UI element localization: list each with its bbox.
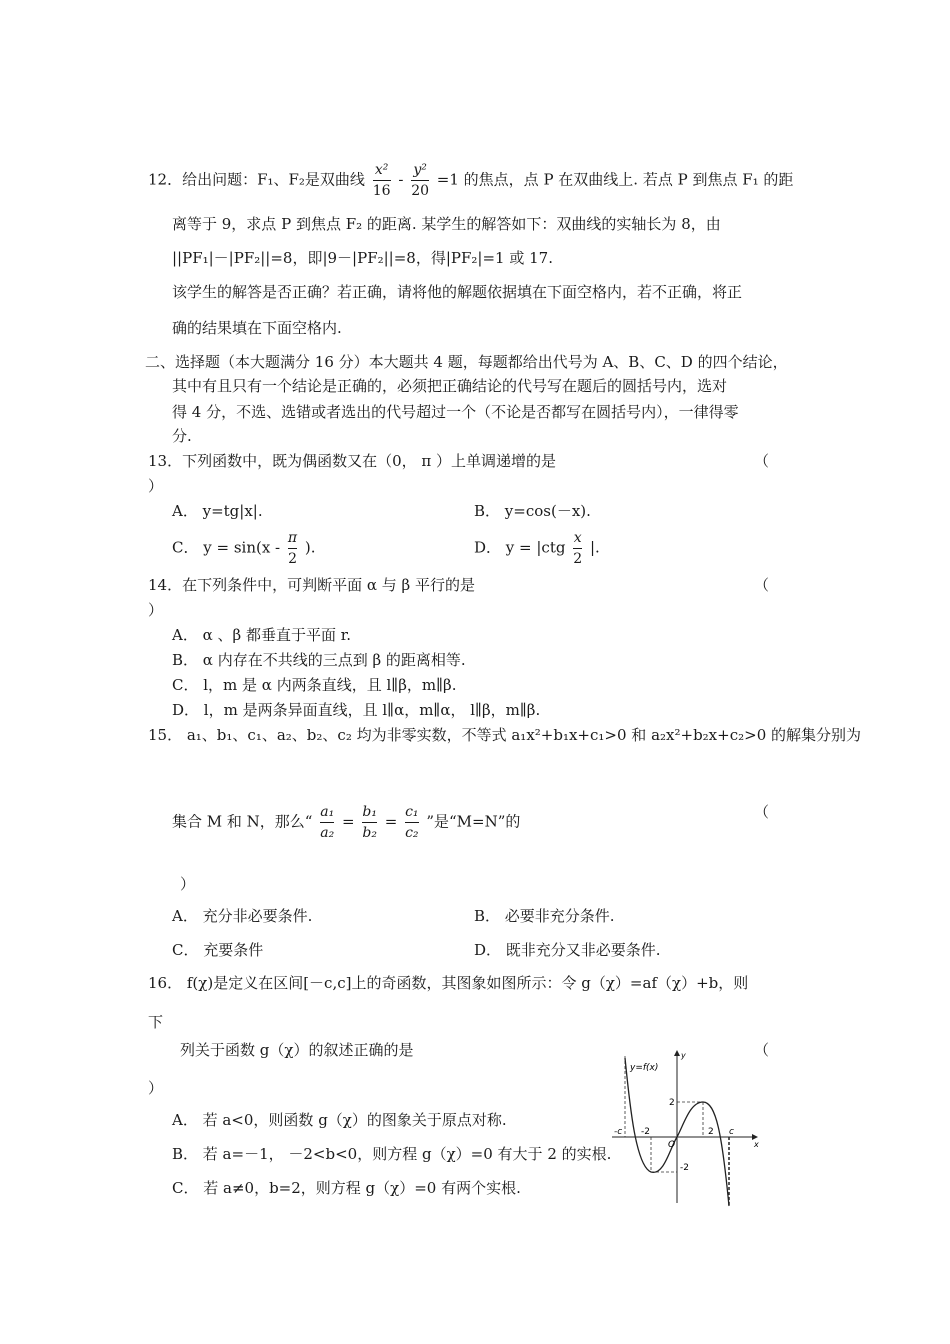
q16-option-b: B． 若 a=－1， －2<b<0，则方程 g（χ）=0 有大于 2 的实根. — [172, 1145, 612, 1163]
q15-option-d: D． 既非充分又非必要条件. — [474, 941, 661, 959]
graph-tick-negc: -c — [614, 1127, 623, 1137]
sec2-line4: 分. — [172, 427, 192, 445]
q12-line3: ||PF₁|－|PF₂||=8，即|9－|PF₂||=8，得|PF₂|=1 或 17. — [172, 249, 553, 267]
q13-paren-close: ） — [148, 477, 164, 495]
y-axis-arrow — [674, 1050, 680, 1056]
q15-option-b: B． 必要非充分条件. — [474, 907, 615, 925]
q14-option-b: B． α 内存在不共线的三点到 β 的距离相等. — [172, 651, 466, 669]
q13-option-d — [474, 528, 600, 569]
q16-stem: 16． f(χ)是定义在区间[－c,c]上的奇函数，其图象如图所示：令 g（χ）=af（χ）+b，则 — [148, 974, 749, 992]
q15-stem: 15． a₁、b₁、c₁、a₂、b₂、c₂ 均为非零实数，不等式 a₁x²+b₁x+c₁>0 和 a₂x²+b₂x+c₂>0 的解集分别为 — [148, 726, 862, 744]
q12-line4: 该学生的解答是否正确？若正确，请将他的解题依据填在下面空格内，若不正确，将正 — [172, 283, 743, 301]
q15-frac-a-num: a₁ — [320, 802, 334, 823]
q12-line1 — [148, 160, 793, 201]
q12-frac-x-den: 16 — [372, 183, 391, 199]
q12-line2: 离等于 9，求点 P 到焦点 F₂ 的距离. 某学生的解答如下：双曲线的实轴长为 8，由 — [172, 215, 721, 233]
q13-option-d-post: |. — [589, 538, 600, 557]
q15-frac-c — [405, 802, 418, 843]
q15-eq-1: = — [342, 812, 355, 831]
q15-option-c: C． 充要条件 — [172, 941, 264, 959]
q15-frac-b — [362, 802, 377, 843]
q16-line3: 列关于函数 g（χ）的叙述正确的是 — [180, 1041, 414, 1059]
graph-tick-c: c — [729, 1127, 734, 1137]
q14-option-a: A． α 、β 都垂直于平面 r. — [172, 626, 351, 644]
q13-option-c-pre: C． y = sin(x - — [172, 538, 281, 557]
q12-line1-pre: 12．给出问题：F₁、F₂是双曲线 — [148, 170, 365, 189]
q14-paren-open: （ — [754, 576, 770, 594]
q14-option-c: C． l，m 是 α 内两条直线，且 l∥β，m∥β. — [172, 676, 457, 694]
graph-tick-2x: 2 — [708, 1127, 714, 1137]
q12-frac-y-num: y² — [411, 160, 429, 181]
q15-option-a: A． 充分非必要条件. — [172, 907, 313, 925]
sec2-line2: 其中有且只有一个结论是正确的，必须把正确结论的代号写在题后的圆括号内，选对 — [172, 377, 728, 395]
sec2-line1: 二、选择题（本大题满分 16 分）本大题共 4 题，每题都给出代号为 A、B、C、D 的四个结论， — [145, 353, 788, 371]
graph-tick-neg2x: -2 — [641, 1127, 650, 1137]
graph-tick-2y: 2 — [669, 1098, 675, 1108]
q13-stem: 13．下列函数中，既为偶函数又在（0， π ）上单调递增的是 — [148, 452, 557, 470]
q13-option-b: B． y=cos(－x). — [474, 502, 591, 520]
q12-minus: - — [398, 170, 404, 189]
q12-line5: 确的结果填在下面空格内. — [172, 319, 342, 337]
graph-x-label: x — [754, 1140, 759, 1149]
q12-frac-y-den: 20 — [411, 183, 430, 199]
q16-line2: 下 — [148, 1013, 164, 1031]
q16-option-a: A． 若 a<0，则函数 g（χ）的图象关于原点对称. — [172, 1111, 507, 1129]
q13-option-d-pre: D． y = |ctg — [474, 538, 566, 557]
q15-frac-a — [320, 802, 334, 843]
q15-paren-close: ） — [180, 875, 196, 893]
q15-line2-pre: 集合 M 和 N，那么“ — [172, 812, 313, 831]
graph-origin-label: O — [668, 1140, 676, 1150]
q15-paren-open: （ — [754, 803, 770, 821]
q16-option-c: C． 若 a≠0，b=2，则方程 g（χ）=0 有两个实根. — [172, 1179, 521, 1197]
graph-y-label: y — [681, 1051, 686, 1060]
q15-frac-c-num: c₁ — [405, 802, 418, 823]
q16-paren-open: （ — [754, 1041, 770, 1059]
q13-option-c-post: ). — [304, 538, 316, 557]
q15-frac-b-den: b₂ — [362, 825, 377, 841]
q15-frac-a-den: a₂ — [320, 825, 335, 841]
q12-frac-x-num: x² — [373, 160, 391, 181]
q12-fraction-x — [373, 160, 391, 201]
q14-paren-close: ） — [148, 601, 164, 619]
q13-c-frac-num: π — [288, 528, 297, 549]
q15-frac-b-num: b₁ — [362, 802, 377, 823]
q13-d-frac-den: 2 — [573, 551, 583, 567]
q12-fraction-y — [411, 160, 429, 201]
q13-c-frac-den: 2 — [288, 551, 297, 567]
q13-d-frac-num: x — [573, 528, 582, 549]
q15-eq-2: = — [384, 812, 398, 831]
q15-frac-c-den: c₂ — [405, 825, 419, 841]
q13-option-a: A． y=tg|x|. — [172, 502, 263, 520]
q13-option-c — [172, 528, 316, 569]
q16-paren-close: ） — [148, 1079, 164, 1097]
q14-option-d: D． l，m 是两条异面直线，且 l∥α，m∥α， l∥β，m∥β. — [172, 701, 541, 719]
q13-option-c-frac — [288, 528, 297, 569]
q14-stem: 14．在下列条件中，可判断平面 α 与 β 平行的是 — [148, 576, 475, 594]
q15-line2 — [172, 802, 520, 843]
graph-func-label: y=f(x) — [630, 1063, 659, 1073]
q15-line2-post: ”是“M=N”的 — [426, 812, 521, 831]
graph-tick-neg2y: -2 — [680, 1163, 689, 1173]
q12-line1-post: =1 的焦点，点 P 在双曲线上. 若点 P 到焦点 F₁ 的距 — [436, 170, 794, 189]
sec2-line3: 得 4 分，不选、选错或者选出的代号超过一个（不论是否都写在圆括号内），一律得零 — [172, 403, 739, 421]
q13-paren-open: （ — [754, 452, 770, 470]
function-graph — [612, 1048, 762, 1208]
q13-option-d-frac — [573, 528, 582, 569]
